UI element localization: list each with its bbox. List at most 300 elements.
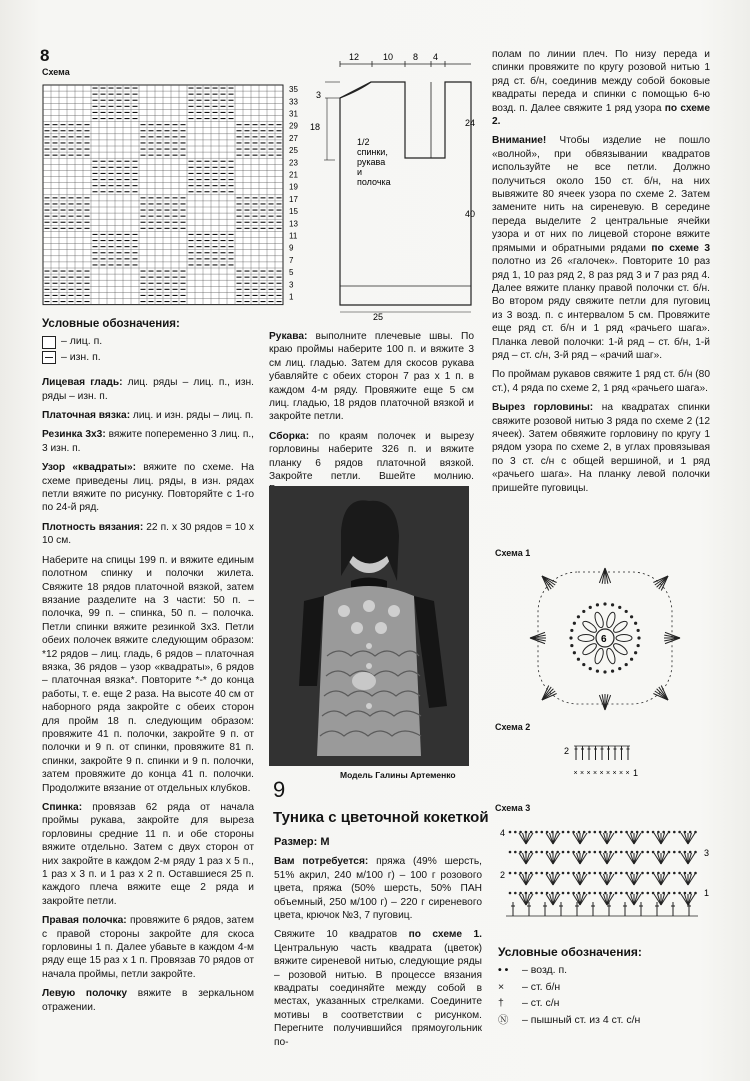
stitch-mark bbox=[681, 853, 688, 864]
chain-dot bbox=[514, 872, 517, 875]
grid-row-label: 9 bbox=[289, 243, 294, 253]
chain-dot bbox=[525, 851, 528, 854]
grid-row-label: 25 bbox=[289, 146, 298, 156]
page-number: 8 bbox=[40, 46, 50, 65]
chain-dot bbox=[678, 831, 681, 834]
paragraph: Внимание! Чтобы изделие не пошло «волной», при обвязывании квадратов используйте не все петли. Должно получиться около 150 ст. б/н, на них вывяжите 80 ячеек узора по схеме 2. Затем замените нить на сиреневую. В середине переда выделите 2 центральные ячейки узора и от них по лицевой стороне вяжите прямыми и обратными рядами по схеме 3 полотно из 26 «галочек». Повторите 10 раз ряд 1, 10 раз ряд 2, 8 раз ряд 3 и 7 раз ряд 4. Далее вяжите планку правой полочки ст. б/н. Во втором ряду свяжите петли для пуговиц из 3 возд. п. с интервалом 5 см. Провяжите еще ряд ст. б/н и 1 ряд «рачьего шага». Планка левой полочки: 1-й ряд – ст. б/н, 1-й ряд – ст. с/н, 3-й ряд – «рачий шаг». bbox=[492, 135, 710, 361]
chain-dot bbox=[582, 663, 585, 666]
stitch-mark bbox=[600, 874, 607, 885]
paragraph: Плотность вязания: 22 п. х 30 рядов = 10 х 10 см. bbox=[42, 521, 255, 547]
chain-dot bbox=[567, 872, 570, 875]
chain-dot bbox=[562, 872, 565, 875]
grid-row-label: 5 bbox=[289, 268, 294, 278]
chain-dot bbox=[525, 892, 528, 895]
chain-dot bbox=[541, 892, 544, 895]
chain-dot bbox=[567, 851, 570, 854]
middle-column-top bbox=[269, 330, 474, 503]
chain-dot bbox=[594, 851, 597, 854]
chain-dot bbox=[589, 667, 592, 670]
dim-8: 8 bbox=[413, 52, 419, 62]
paragraph: Лицевая гладь: лиц. ряды – лиц. п., изн. ряды – изн. п. bbox=[42, 377, 254, 402]
grid-row-label: 35 bbox=[289, 85, 298, 95]
chain-dot bbox=[657, 892, 660, 895]
chain-dot bbox=[588, 831, 591, 834]
puff-stitch-icon: Ⓝ bbox=[498, 1013, 509, 1026]
schematic-label: полочка bbox=[357, 177, 391, 187]
stitch-mark bbox=[580, 894, 587, 905]
chain-dot bbox=[596, 603, 599, 606]
chain-dot bbox=[583, 892, 586, 895]
chain-dot bbox=[604, 831, 607, 834]
chain-dot bbox=[637, 644, 640, 647]
petal-mark bbox=[605, 647, 617, 664]
stitch-mark bbox=[681, 874, 688, 885]
knitting-grid-chart bbox=[40, 80, 310, 310]
item-number: 9 bbox=[273, 777, 286, 802]
stitch-mark bbox=[519, 874, 526, 885]
dim-12: 12 bbox=[349, 52, 360, 62]
chain-dot bbox=[594, 892, 597, 895]
chain-dot bbox=[572, 892, 575, 895]
chain-dot bbox=[609, 892, 612, 895]
chain-dot bbox=[588, 892, 591, 895]
stitch-mark bbox=[553, 874, 560, 885]
chain-dot bbox=[525, 872, 528, 875]
chain-dot bbox=[657, 851, 660, 854]
chain-dot bbox=[634, 651, 637, 654]
paragraph: Рукава: выполните плечевые швы. По краю проймы наберите 100 п. и вяжите 3 см лиц. гладью. Затем для скосов рукава убавляйте с обеих сторон 7 раз х 1 п. в каждом 4-м ряду. Провяжите еще 5 см лиц. гладью, 18 рядов платочной вязкой и закройте петли. bbox=[269, 331, 474, 423]
chain-dot bbox=[609, 851, 612, 854]
chain-dot bbox=[535, 851, 538, 854]
stitch-mark bbox=[634, 853, 641, 864]
chain-dot bbox=[530, 892, 533, 895]
stitch-mark bbox=[627, 894, 634, 905]
chain-dot bbox=[678, 892, 681, 895]
schema-label: Схема bbox=[42, 67, 70, 77]
chain-dot bbox=[609, 872, 612, 875]
chain-dot bbox=[573, 622, 576, 625]
chain-dot bbox=[509, 831, 512, 834]
chain-dot bbox=[573, 651, 576, 654]
single-crochet-icon: × bbox=[498, 980, 505, 993]
chain-dot bbox=[603, 670, 606, 673]
dim-25: 25 bbox=[373, 312, 384, 322]
chain-dot bbox=[620, 851, 623, 854]
grid-row-label: 13 bbox=[289, 219, 298, 229]
chain-dot bbox=[641, 831, 644, 834]
stitch-mark bbox=[600, 853, 607, 864]
stitch-mark bbox=[627, 874, 634, 885]
chain-dot bbox=[556, 831, 559, 834]
stitch-mark bbox=[526, 874, 533, 885]
chain-dot bbox=[572, 872, 575, 875]
chain-dot bbox=[596, 670, 599, 673]
chain-dot bbox=[578, 851, 581, 854]
chain-dot bbox=[551, 851, 554, 854]
stitch-mark bbox=[654, 853, 661, 864]
chain-dot bbox=[604, 892, 607, 895]
stitch-mark: × bbox=[580, 770, 585, 777]
chain-dot bbox=[551, 831, 554, 834]
chain-dot bbox=[634, 622, 637, 625]
chain-dot bbox=[662, 831, 665, 834]
chain-dot bbox=[662, 892, 665, 895]
stitch-mark bbox=[580, 874, 587, 885]
stitch-mark bbox=[607, 853, 614, 864]
dim-40: 40 bbox=[465, 209, 476, 219]
stitch-mark bbox=[681, 894, 688, 905]
middle-column-bottom bbox=[274, 836, 482, 1055]
chain-dot bbox=[662, 872, 665, 875]
grid-row-label: 11 bbox=[289, 231, 298, 241]
chain-dot bbox=[556, 892, 559, 895]
chain-dot bbox=[630, 615, 633, 618]
chain-dot bbox=[641, 892, 644, 895]
chain-dot bbox=[611, 603, 614, 606]
legend2-title: Условные обозначения: bbox=[498, 945, 642, 959]
chain-dot bbox=[611, 670, 614, 673]
chain-dot bbox=[519, 892, 522, 895]
chain-dot bbox=[562, 831, 565, 834]
chain-dot bbox=[567, 831, 570, 834]
legend-purl: – изн. п. bbox=[42, 351, 254, 364]
chain-dot bbox=[530, 831, 533, 834]
chain-dot bbox=[578, 892, 581, 895]
stitch-mark bbox=[546, 853, 553, 864]
stitch-mark bbox=[607, 874, 614, 885]
chain-dot bbox=[535, 892, 538, 895]
chain-dot bbox=[652, 872, 655, 875]
schematic-label: и bbox=[357, 167, 363, 177]
stitch-mark bbox=[573, 874, 580, 885]
scheme2-label: Схема 2 bbox=[495, 722, 531, 732]
stitch-mark bbox=[627, 833, 634, 844]
chain-dot bbox=[509, 872, 512, 875]
legend2-item: Ⓝ – пышный ст. из 4 ст. с/н bbox=[498, 1013, 641, 1026]
scheme1-label: Схема 1 bbox=[495, 548, 531, 558]
petal-mark bbox=[605, 611, 617, 628]
stitch-mark bbox=[688, 874, 695, 885]
left-column bbox=[42, 318, 254, 1020]
chain-dot bbox=[668, 892, 671, 895]
chain-dot bbox=[668, 872, 671, 875]
chain-dot bbox=[637, 629, 640, 632]
stitch-mark bbox=[688, 833, 695, 844]
schematic-label: рукава bbox=[357, 157, 386, 167]
chain-dot bbox=[519, 831, 522, 834]
chain-dot bbox=[615, 892, 618, 895]
chain-dot bbox=[570, 629, 573, 632]
chain-dot bbox=[583, 851, 586, 854]
chain-dot bbox=[556, 872, 559, 875]
chain-dot bbox=[556, 851, 559, 854]
stitch-mark bbox=[580, 833, 587, 844]
scheme3-label: Схема 3 bbox=[495, 803, 531, 813]
right-column bbox=[492, 48, 710, 501]
petal-mark bbox=[593, 647, 605, 664]
chain-dot bbox=[583, 872, 586, 875]
stitch-mark: × bbox=[619, 770, 624, 777]
materials: Вам потребуется: пряжа (49% шерсть, 51% акрил, 240 м/100 г) – 100 г розового цвета, пряжа (50% шерсть, 50% ПАН объемный, 250 м/100 г) – 220 г сиреневого цвета, крючок №3, 7 пуговиц. bbox=[274, 856, 482, 922]
stitch-mark bbox=[627, 853, 634, 864]
stitch-mark: × bbox=[606, 770, 611, 777]
stitch-mark bbox=[573, 853, 580, 864]
scheme3-row-4: 4 bbox=[500, 828, 506, 838]
crochet-scheme-3 bbox=[498, 818, 720, 928]
crochet-legend bbox=[498, 946, 713, 1030]
paragraph: Спинка: провязав 62 ряда от начала проймы рукава, закройте для выреза горловины средние 11 п. и обе стороны вяжите отдельно. Затем с двух сторон от них закройте в каждом 2-м ряду 1 раз х 5 п., 1 раз х 3 п. и 1 раз х 2 п. Оставшиеся 25 п. каждого плеча вяжите еще 2 ряда и закройте петли. bbox=[42, 802, 254, 907]
stitch-mark bbox=[573, 833, 580, 844]
scheme2-row-1: 1 bbox=[633, 768, 639, 778]
paragraph: Вырез горловины: на квадратах спинки свяжите розовой нитью 3 ряда по схеме 2 (12 ячеек). Затем обвяжите горловину по кругу 1 рядом узора по схеме 2, в углах провязывая по 3 ст. с/н с общей вершиной, и 1 ряд «рачьего шага». На планку левой полочки пришейте пуговицы. bbox=[492, 402, 710, 494]
chain-dot bbox=[578, 872, 581, 875]
stitch-mark: × bbox=[586, 770, 591, 777]
item-title: Туника с цветочной кокеткой bbox=[273, 809, 489, 826]
paragraph: Левую полочку вяжите в зеркальном отражении. bbox=[42, 988, 254, 1013]
grid-row-label: 17 bbox=[289, 194, 298, 204]
stitch-mark: × bbox=[625, 770, 630, 777]
chain-dot bbox=[582, 610, 585, 613]
chain-dot bbox=[615, 851, 618, 854]
chain-dot bbox=[678, 872, 681, 875]
stitch-mark bbox=[519, 853, 526, 864]
grid-row-label: 33 bbox=[289, 97, 298, 107]
chain-stitch-icon: • • bbox=[498, 964, 509, 977]
chain-dot bbox=[641, 851, 644, 854]
chain-dot bbox=[583, 831, 586, 834]
chain-dot bbox=[630, 658, 633, 661]
stitch-mark: × bbox=[599, 770, 604, 777]
scheme1-center: 6 bbox=[601, 634, 607, 645]
stitch-mark bbox=[634, 874, 641, 885]
stitch-mark bbox=[546, 833, 553, 844]
stitch-mark bbox=[654, 833, 661, 844]
stitch-mark bbox=[661, 833, 668, 844]
purl-symbol-icon bbox=[42, 351, 56, 364]
chain-dot bbox=[551, 872, 554, 875]
stitch-mark bbox=[553, 894, 560, 905]
chain-dot bbox=[530, 851, 533, 854]
schematic-label: 1/2 bbox=[357, 137, 370, 147]
chain-dot bbox=[588, 851, 591, 854]
scheme3-row-2: 2 bbox=[500, 870, 506, 880]
stitch-mark bbox=[634, 894, 641, 905]
crochet-scheme-1 bbox=[520, 560, 690, 720]
chain-dot bbox=[541, 851, 544, 854]
stitch-mark bbox=[661, 874, 668, 885]
chain-dot bbox=[519, 851, 522, 854]
chain-dot bbox=[641, 872, 644, 875]
chain-dot bbox=[668, 831, 671, 834]
chain-dot bbox=[514, 892, 517, 895]
chain-dot bbox=[519, 872, 522, 875]
legend2-item: × – ст. б/н bbox=[498, 980, 561, 993]
legend-knit: – лиц. п. bbox=[42, 335, 254, 348]
stitch-mark bbox=[519, 833, 526, 844]
chain-dot bbox=[620, 872, 623, 875]
model-photo bbox=[269, 486, 469, 766]
chain-dot bbox=[535, 831, 538, 834]
chain-dot bbox=[615, 831, 618, 834]
stitch-mark: × bbox=[612, 770, 617, 777]
stitch-mark bbox=[661, 853, 668, 864]
chain-dot bbox=[599, 892, 602, 895]
stitch-mark bbox=[681, 833, 688, 844]
petal-mark bbox=[593, 611, 605, 628]
chain-dot bbox=[615, 872, 618, 875]
double-crochet-icon: † bbox=[498, 997, 504, 1010]
scheme3-row-1: 1 bbox=[704, 888, 710, 898]
stitch-mark: × bbox=[573, 770, 578, 777]
chain-dot bbox=[618, 667, 621, 670]
crochet-scheme-2 bbox=[560, 738, 650, 788]
chain-dot bbox=[647, 872, 650, 875]
paragraph: Наберите на спицы 199 п. и вяжите единым полотном спинку и полочки жилета. Свяжите 18 рядов платочной вязкой, затем вязание разделите на 3 части: 50 п. – полочка, 99 п. – спинка, 50 п. – полочка. Петли спинки вяжите резинкой 3х3. Петли обеих полочек вяжите следующим образом: *12 рядов – лиц. гладь, 6 рядов – платочная вязка, 36 рядов – узор «квадраты», 6 рядов – платочная вязка*. Повторите *-* до конца работы, т. е. еще 2 раза. На высоте 40 см от наборного ряда закройте с обеих сторон для пройм 18 п. следующим образом: провяжите 41 п. полочки, закройте 9 п. от полочки и 9 п. от спинки, провяжите 81 п. спинки, закройте 9 п. спинки и 9 п. полочки, затем провяжите до конца 41 п. полочки. Продолжите вязание от отдельных клубков. bbox=[42, 554, 254, 794]
chain-dot bbox=[625, 610, 628, 613]
legend2-item: † – ст. с/н bbox=[498, 997, 560, 1010]
petal-mark bbox=[578, 635, 594, 642]
grid-row-label: 19 bbox=[289, 182, 298, 192]
paragraph: полам по линии плеч. По низу переда и спинки провяжите по кругу розовой нитью 1 ряд ст. б/н, соединив между собой боковые квадраты переда и спинки с помощью 6-ю возд. п. Далее свяжите 1 ряд узора по схеме 2. bbox=[492, 49, 711, 128]
paragraph: Сборка: по краям полочек и вырезу горловины наберите 326 п. и вяжите планку 6 рядов платочной вязкой. Закройте петли. Вшейте молнию. bbox=[269, 430, 474, 483]
dim-3: 3 bbox=[316, 90, 322, 100]
chain-dot bbox=[657, 872, 660, 875]
stitch-mark bbox=[600, 894, 607, 905]
chain-dot bbox=[603, 602, 606, 605]
grid-row-label: 23 bbox=[289, 158, 298, 168]
chain-dot bbox=[509, 892, 512, 895]
photo-caption: Модель Галины Артеменко bbox=[340, 770, 456, 780]
chain-dot bbox=[577, 658, 580, 661]
chain-dot bbox=[530, 872, 533, 875]
stitch-mark bbox=[546, 874, 553, 885]
chain-dot bbox=[599, 851, 602, 854]
dim-24: 24 bbox=[465, 118, 476, 128]
schematic-label: спинки, bbox=[357, 147, 388, 157]
chain-dot bbox=[652, 851, 655, 854]
chain-dot bbox=[668, 851, 671, 854]
stitch-mark bbox=[634, 833, 641, 844]
legend-title: Условные обозначения: bbox=[42, 318, 180, 330]
chain-dot bbox=[514, 831, 517, 834]
stitch-mark bbox=[600, 833, 607, 844]
chain-dot bbox=[551, 892, 554, 895]
stitch-mark bbox=[526, 833, 533, 844]
chain-dot bbox=[514, 851, 517, 854]
chain-dot bbox=[618, 606, 621, 609]
stitch-mark bbox=[553, 853, 560, 864]
chain-dot bbox=[604, 872, 607, 875]
chain-dot bbox=[569, 636, 572, 639]
chain-dot bbox=[562, 892, 565, 895]
knit-symbol-icon bbox=[42, 336, 56, 349]
stitch-mark: × bbox=[593, 770, 598, 777]
chain-dot bbox=[541, 831, 544, 834]
chain-dot bbox=[678, 851, 681, 854]
chain-dot bbox=[525, 831, 528, 834]
scheme3-row-3: 3 bbox=[704, 848, 710, 858]
stitch-mark bbox=[607, 833, 614, 844]
petal-mark bbox=[616, 635, 632, 642]
paragraph: По проймам рукавов свяжите 1 ряд ст. б/н (80 ст.), 4 ряда по схеме 2, 1 ряд «рачьего шага». bbox=[492, 369, 710, 394]
garment-pattern-schematic bbox=[305, 50, 485, 325]
dim-18: 18 bbox=[310, 122, 321, 132]
grid-row-label: 7 bbox=[289, 255, 294, 265]
stitch-mark bbox=[580, 853, 587, 864]
chain-dot bbox=[599, 831, 602, 834]
grid-row-label: 3 bbox=[289, 280, 294, 290]
stitch-mark bbox=[526, 853, 533, 864]
dim-4: 4 bbox=[433, 52, 439, 62]
stitch-mark bbox=[519, 894, 526, 905]
stitch-mark bbox=[553, 833, 560, 844]
chain-dot bbox=[620, 831, 623, 834]
chain-dot bbox=[578, 831, 581, 834]
paragraph: Правая полочка: провяжите 6 рядов, затем с правой стороны закройте для скоса горловины 1 п. Далее убавьте в каждом 4-м ряду еще 15 раз х 1 п. Провязав 70 рядов от начала проймы, петли закройте. bbox=[42, 915, 254, 980]
chain-dot bbox=[604, 851, 607, 854]
paragraph: Платочная вязка: лиц. и изн. ряды – лиц. п. bbox=[42, 410, 254, 422]
paragraph: Свяжите 10 квадратов по схеме 1. Центральную часть квадрата (цветок) вяжите сиреневой нитью, следующие ряды – розовой нитью. В процессе вязания квадраты соединяйте между собой в местах, указанных стрелками. Соедините мотивы в соответствии с рисунком. Перегните получившийся прямоугольник по- bbox=[274, 929, 482, 1048]
chain-dot bbox=[673, 851, 676, 854]
chain-dot bbox=[673, 831, 676, 834]
stitch-mark bbox=[654, 874, 661, 885]
chain-dot bbox=[570, 644, 573, 647]
grid-row-label: 29 bbox=[289, 121, 298, 131]
dim-10: 10 bbox=[383, 52, 394, 62]
grid-row-label: 21 bbox=[289, 170, 298, 180]
stitch-mark bbox=[607, 894, 614, 905]
paragraph: Узор «квадраты»: вяжите по схеме. На схеме приведены лиц. ряды, в изн. рядах петли вяжите по рисунку. Повторяйте с 1-го по 24-й ряд. bbox=[42, 462, 254, 514]
legend2-item: • • – возд. п. bbox=[498, 964, 568, 977]
grid-row-label: 15 bbox=[289, 207, 298, 217]
chain-dot bbox=[589, 606, 592, 609]
grid-row-label: 27 bbox=[289, 133, 298, 143]
paragraph: Резинка 3х3: вяжите попеременно 3 лиц. п., 3 изн. п. bbox=[42, 429, 255, 454]
chain-dot bbox=[673, 892, 676, 895]
grid-row-label: 31 bbox=[289, 109, 298, 119]
chain-dot bbox=[647, 851, 650, 854]
chain-dot bbox=[599, 872, 602, 875]
chain-dot bbox=[652, 831, 655, 834]
scheme2-row-2: 2 bbox=[564, 746, 570, 756]
chain-dot bbox=[647, 892, 650, 895]
chain-dot bbox=[647, 831, 650, 834]
chain-dot bbox=[535, 872, 538, 875]
chain-dot bbox=[594, 831, 597, 834]
chain-dot bbox=[625, 663, 628, 666]
chain-dot bbox=[577, 615, 580, 618]
chain-dot bbox=[594, 872, 597, 875]
chain-dot bbox=[673, 872, 676, 875]
stitch-mark bbox=[688, 853, 695, 864]
chain-dot bbox=[562, 851, 565, 854]
chain-dot bbox=[662, 851, 665, 854]
chain-dot bbox=[652, 892, 655, 895]
stitch-mark bbox=[546, 894, 553, 905]
chain-dot bbox=[637, 636, 640, 639]
stitch-mark bbox=[661, 894, 668, 905]
chain-dot bbox=[609, 831, 612, 834]
chain-dot bbox=[541, 872, 544, 875]
chain-dot bbox=[509, 851, 512, 854]
chain-dot bbox=[657, 831, 660, 834]
chain-dot bbox=[572, 851, 575, 854]
chain-dot bbox=[567, 892, 570, 895]
chain-dot bbox=[620, 892, 623, 895]
chain-dot bbox=[588, 872, 591, 875]
grid-row-label: 1 bbox=[289, 292, 294, 302]
chain-dot bbox=[572, 831, 575, 834]
